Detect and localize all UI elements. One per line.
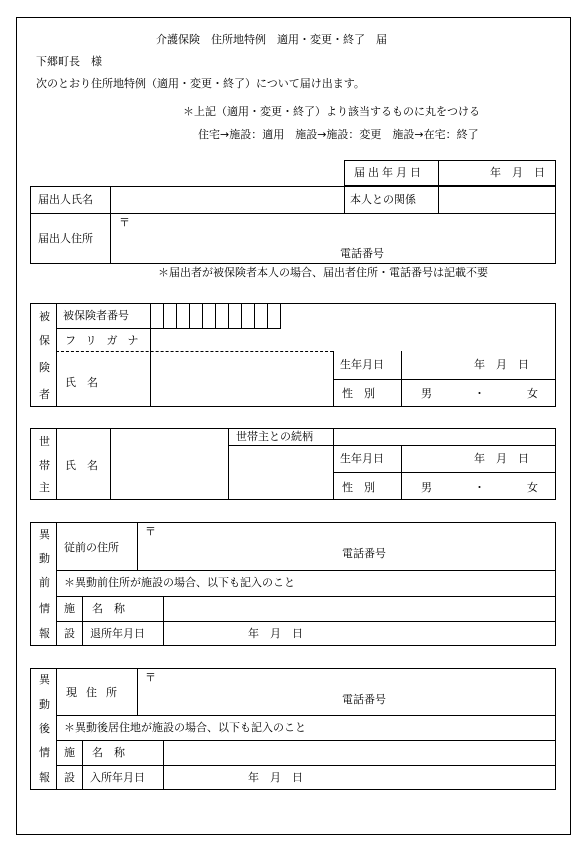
after-side-1: 異	[39, 673, 50, 686]
after-phone-label: 電話番号	[342, 693, 386, 706]
insured-name-label: 氏 名	[65, 376, 98, 389]
insured-side-3: 険	[39, 361, 50, 374]
household-side-2: 帯	[39, 459, 50, 472]
insured-birth-value[interactable]: 年 月 日	[474, 358, 529, 371]
applicant-date-label: 届出年月日	[354, 166, 424, 179]
after-side-5: 報	[39, 771, 50, 784]
before-side-2: 動	[39, 552, 50, 565]
household-birth-label: 生年月日	[340, 452, 384, 465]
insured-sex-female[interactable]: 女	[527, 387, 538, 400]
before-side-1: 異	[39, 528, 50, 541]
insured-side-1: 被	[39, 310, 50, 323]
insured-side-4: 者	[39, 388, 50, 401]
household-birth-value[interactable]: 年 月 日	[474, 452, 529, 465]
applicant-phone-label: 電話番号	[340, 247, 384, 260]
applicant-date-value[interactable]: 年 月 日	[490, 166, 545, 179]
applicant-relation-label: 本人との関係	[350, 193, 416, 206]
before-phone-label: 電話番号	[342, 547, 386, 560]
form-title: 介護保険 住所地特例 適用・変更・終了 届	[156, 33, 387, 46]
after-side-3: 後	[39, 722, 50, 735]
applicant-note: ＊届出者が被保険者本人の場合、届出者住所・電話番号は記載不要	[158, 266, 488, 279]
insured-side-2: 保	[39, 334, 50, 347]
applicant-table	[30, 186, 556, 264]
postal-mark-icon: 〒	[119, 216, 130, 229]
before-side-3: 前	[39, 576, 50, 589]
legend-text: 住宅→施設：適用 施設→施設：変更 施設→在宅：終了	[198, 128, 479, 141]
insured-number-label: 被保険者番号	[63, 309, 129, 322]
before-facility-side-1: 施	[64, 602, 75, 615]
household-relation-label: 世帯主との続柄	[236, 430, 313, 443]
household-side-1: 世	[39, 435, 50, 448]
addressee: 下郷町長 様	[36, 55, 102, 68]
applicant-address-label: 届出人住所	[38, 232, 93, 245]
after-facility-note: ＊異動後居住地が施設の場合、以下も記入のこと	[64, 721, 306, 734]
before-facility-side-2: 設	[64, 627, 75, 640]
before-address-label: 従前の住所	[64, 541, 119, 554]
after-date-value[interactable]: 年 月 日	[248, 771, 303, 784]
insured-sex-male[interactable]: 男	[421, 387, 432, 400]
insured-sex-label: 性 別	[342, 387, 375, 400]
before-side-5: 報	[39, 627, 50, 640]
insured-birth-label: 生年月日	[340, 358, 384, 371]
household-sex-male[interactable]: 男	[421, 481, 432, 494]
after-address-label: 現住所	[66, 686, 126, 699]
household-side-3: 主	[39, 481, 50, 494]
household-sex-dot: ・	[474, 481, 485, 494]
before-facility-name-label: 名 称	[92, 602, 125, 615]
after-side-4: 情	[39, 746, 50, 759]
after-facility-name-label: 名 称	[92, 746, 125, 759]
insured-sex-dot: ・	[474, 387, 485, 400]
after-date-label: 入所年月日	[90, 771, 145, 784]
household-name-label: 氏 名	[65, 459, 98, 472]
before-side-4: 情	[39, 602, 50, 615]
instruction-text: ＊上記（適用・変更・終了）より該当するものに丸をつける	[183, 105, 480, 118]
before-postal-mark-icon: 〒	[145, 525, 156, 538]
household-sex-label: 性 別	[342, 481, 375, 494]
before-date-label: 退所年月日	[90, 627, 145, 640]
after-postal-mark-icon: 〒	[145, 671, 156, 684]
insured-furigana-label: フリガナ	[65, 334, 149, 347]
household-sex-female[interactable]: 女	[527, 481, 538, 494]
intro-text: 次のとおり住所地特例（適用・変更・終了）について届け出ます。	[36, 77, 365, 90]
applicant-name-label: 届出人氏名	[38, 193, 93, 206]
after-side-2: 動	[39, 698, 50, 711]
before-date-value[interactable]: 年 月 日	[248, 627, 303, 640]
after-facility-side-2: 設	[64, 771, 75, 784]
after-facility-side-1: 施	[64, 746, 75, 759]
before-facility-note: ＊異動前住所が施設の場合、以下も記入のこと	[64, 576, 295, 589]
